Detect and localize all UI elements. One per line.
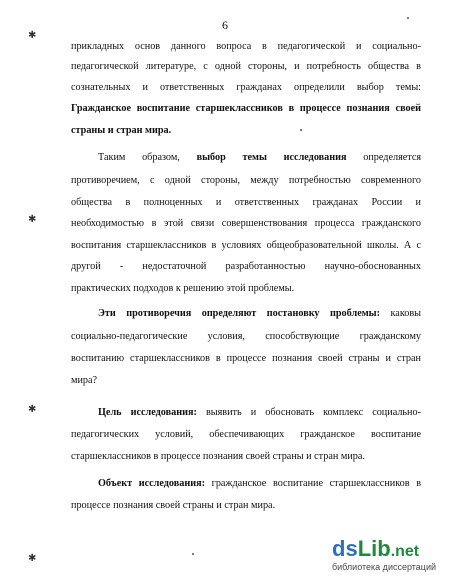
word: определяется <box>363 152 422 163</box>
logo-part: .net <box>390 543 420 560</box>
phrase: каковы <box>390 308 422 319</box>
paragraph-problem-first-line <box>98 307 421 321</box>
text-line: воспитания старшеклассников в условиях общеобразовательной школы. А с <box>71 240 421 251</box>
phrase: гражданское воспитание старшеклассников в <box>211 478 422 489</box>
text-line: мира? <box>71 375 98 386</box>
paragraph-object-first-line <box>98 477 421 491</box>
watermark-logo <box>332 538 419 563</box>
text-line: сознательных и ответственных гражданах определили выбор темы: <box>71 82 421 93</box>
paragraph-topic-first-line <box>98 151 421 165</box>
scan-mark: ✱ <box>28 553 37 564</box>
bold-word: темы <box>242 152 267 163</box>
text-line: противоречием, с одной стороны, между потребностью современного <box>71 175 421 186</box>
text-line: страны и стран мира. <box>71 125 172 136</box>
phrase: выявить и обосновать комплекс социально- <box>205 407 421 418</box>
bold-word: исследования <box>283 152 347 163</box>
logo-part: ds <box>332 536 358 561</box>
text-line: педагогической литературе, с одной стороны, и потребность общества в <box>71 61 421 72</box>
word: Таким <box>98 152 126 163</box>
watermark <box>332 538 442 576</box>
bold-word: выбор <box>196 152 226 163</box>
text-line: Гражданское воспитание старшеклассников в процессе познания своей <box>71 103 421 114</box>
scan-dot <box>300 129 302 131</box>
text-line: прикладных основ данного вопроса в педагогической и социально- <box>71 41 421 52</box>
watermark-subtitle: библиотека диссертаций <box>332 562 437 572</box>
text-line: другой - недостаточной разработанностью научно-обоснованных <box>71 261 421 272</box>
scan-dot <box>407 17 409 19</box>
scan-mark: ✱ <box>28 214 37 225</box>
scan-mark: ✱ <box>28 404 37 415</box>
text-line: старшеклассников в процессе познания своей страны и стран мира. <box>71 451 365 462</box>
text-line: процессе познания своей страны и стран мира. <box>71 500 276 511</box>
text-line: социально-педагогические условия, способствующие гражданскому <box>71 331 421 342</box>
word: образом, <box>142 152 180 163</box>
logo-part: Lib <box>357 536 391 561</box>
text-line: необходимостью в этой связи совершенствования процесса гражданского <box>71 218 421 229</box>
text-line: воспитанию старшеклассников в процессе познания своей страны и стран <box>71 353 421 364</box>
text-line: педагогических условий, обеспечивающих гражданское воспитание <box>71 429 421 440</box>
paragraph-goal-first-line <box>98 406 421 420</box>
page-number: 6 <box>222 18 228 32</box>
text-line: практических подходов к решению этой проблемы. <box>71 283 295 294</box>
bold-phrase: Эти противоречия определяют постановку проблемы: <box>98 308 381 319</box>
bold-phrase: Объект исследования: <box>98 478 205 489</box>
scan-mark: ✱ <box>28 30 37 41</box>
bold-phrase: Цель исследования: <box>98 407 197 418</box>
text-line: общества в полноценных и ответственных гражданах России и <box>71 197 421 208</box>
scan-dot <box>192 553 194 555</box>
